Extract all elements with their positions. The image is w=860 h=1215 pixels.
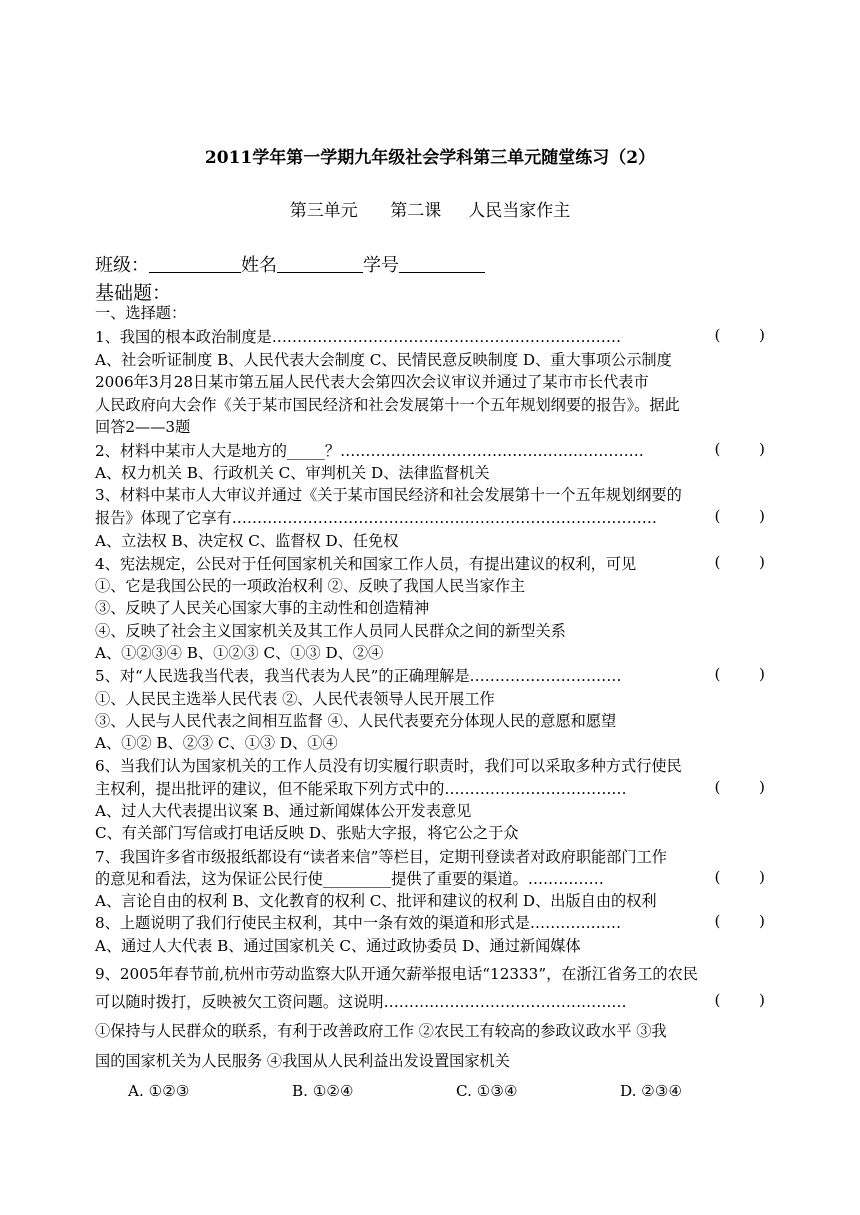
answer-parenthesis[interactable]: ( ) xyxy=(714,665,765,683)
question-line: 9、2005年春节前,杭州市劳动监察大队开通欠薪举报电话“12333”，在浙江省务工的农民 xyxy=(95,965,698,983)
class-label: 班级： xyxy=(95,255,149,276)
name-blank[interactable] xyxy=(277,254,363,273)
student-info-row xyxy=(95,251,485,277)
part-heading: 一、选择题： xyxy=(95,304,187,322)
question-line: 2006年3月28日某市第五届人民代表大会第四次会议审议并通过了某市市长代表市 xyxy=(95,373,649,391)
class-blank[interactable] xyxy=(149,254,241,273)
answer-parenthesis[interactable]: ( ) xyxy=(714,912,765,930)
question-line: A、通过人大代表 B、通过国家机关 C、通过政协委员 D、通过新闻媒体 xyxy=(95,937,581,955)
question-line: ①、它是我国公民的一项政治权利 ②、反映了我国人民当家作主 xyxy=(95,577,526,595)
question-line: 2、材料中某市人大是地方的_____？…………………………………………………… xyxy=(95,442,644,460)
question-line: 5、对“人民选我当代表，我当代表为人民”的正确理解是………………………… xyxy=(95,667,622,685)
question-line: A、①② B、②③ C、①③ D、①④ xyxy=(95,734,338,752)
q9-option: C. ①③④ xyxy=(456,1082,518,1100)
question-line: 主权利，提出批评的建议，但不能采取下列方式中的……………………………… xyxy=(95,780,627,798)
question-line: ①、人民民主选举人民代表 ②、人民代表领导人民开展工作 xyxy=(95,690,495,708)
question-line: ①保持与人民群众的联系，有利于改善政府工作 ②农民工有较高的参政议政水平 ③我 xyxy=(95,1022,667,1040)
question-line: C、有关部门写信或打电话反映 D、张贴大字报，将它公之于众 xyxy=(95,824,519,842)
q9-option: B. ①②④ xyxy=(292,1082,354,1100)
question-line: A、①②③④ B、①②③ C、①③ D、②④ xyxy=(95,644,384,662)
question-line: 4、宪法规定，公民对于任何国家机关和国家工作人员，有提出建议的权利，可见 xyxy=(95,555,637,573)
page-title: 2011学年第一学期九年级社会学科第三单元随堂练习（2） xyxy=(204,148,656,168)
question-line: 8、上题说明了我们行使民主权利，其中一条有效的渠道和形式是……………… xyxy=(95,914,622,932)
question-line: A、社会听证制度 B、人民代表大会制度 C、民情民意反映制度 D、重大事项公示制度 xyxy=(95,351,672,369)
section-heading: 基础题： xyxy=(95,282,172,304)
answer-parenthesis[interactable]: ( ) xyxy=(714,868,765,886)
question-line: A、立法权 B、决定权 C、监督权 D、任免权 xyxy=(95,532,399,550)
answer-parenthesis[interactable]: ( ) xyxy=(714,778,765,796)
question-line: 报告》体现了它享有………………………………………………………………………… xyxy=(95,509,657,527)
question-line: 可以随时拨打，反映被欠工资问题。这说明………………………………………… xyxy=(95,993,627,1011)
name-label: 姓名 xyxy=(241,255,277,276)
answer-parenthesis[interactable]: ( ) xyxy=(714,326,765,344)
question-line: 的意见和看法，这为保证公民行使_________提供了重要的渠道。…………… xyxy=(95,870,604,888)
answer-parenthesis[interactable]: ( ) xyxy=(714,553,765,571)
question-line: 国的国家机关为人民服务 ④我国从人民利益出发设置国家机关 xyxy=(95,1052,510,1070)
question-line: 7、我国许多省市级报纸都设有“读者来信”等栏目，定期刊登读者对政府职能部门工作 xyxy=(95,848,667,866)
question-line: A、言论自由的权利 B、文化教育的权利 C、批评和建议的权利 D、出版自由的权利 xyxy=(95,892,657,910)
question-line: A、过人大代表提出议案 B、通过新闻媒体公开发表意见 xyxy=(95,802,472,820)
q9-option: D. ②③④ xyxy=(620,1082,683,1100)
question-line: 回答2——3题 xyxy=(95,418,191,436)
question-line: ③、人民与人民代表之间相互监督 ④、人民代表要充分体现人民的意愿和愿望 xyxy=(95,712,617,730)
page-subtitle: 第三单元 第二课 人民当家作主 xyxy=(289,201,571,221)
question-line: 3、材料中某市人大审议并通过《关于某市国民经济和社会发展第十一个五年规划纲要的 xyxy=(95,486,682,504)
question-line: ④、反映了社会主义国家机关及其工作人员同人民群众之间的新型关系 xyxy=(95,622,566,640)
q9-option: A. ①②③ xyxy=(128,1082,190,1100)
answer-parenthesis[interactable]: ( ) xyxy=(714,507,765,525)
answer-parenthesis[interactable]: ( ) xyxy=(714,991,765,1009)
number-label: 学号 xyxy=(363,255,399,276)
question-line: 1、我国的根本政治制度是…………………………………………………………… xyxy=(95,328,622,346)
question-line: 人民政府向大会作《关于某市国民经济和社会发展第十一个五年规划纲要的报告》。据此 xyxy=(95,396,680,414)
question-line: A、权力机关 B、行政机关 C、审判机关 D、法律监督机关 xyxy=(95,464,490,482)
question-line: ③、反映了人民关心国家大事的主动性和创造精神 xyxy=(95,599,430,617)
number-blank[interactable] xyxy=(399,254,485,273)
answer-parenthesis[interactable]: ( ) xyxy=(714,440,765,458)
question-line: 6、当我们认为国家机关的工作人员没有切实履行职责时，我们可以采取多种方式行使民 xyxy=(95,757,682,775)
